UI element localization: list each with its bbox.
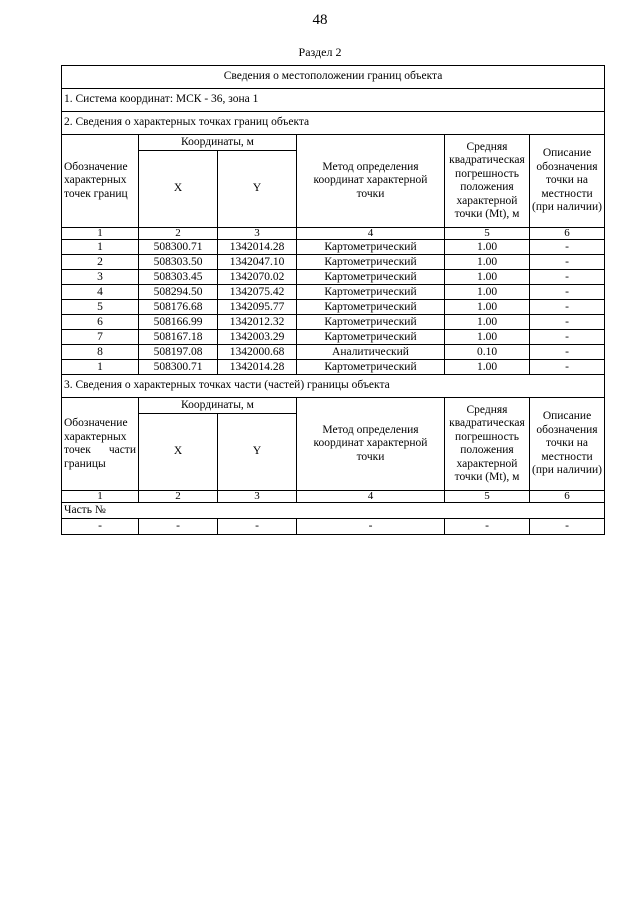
point-number: 1 — [62, 240, 139, 255]
section-title: Раздел 2 — [298, 45, 342, 59]
boundary-table — [61, 65, 605, 535]
point-y: 1342014.28 — [218, 360, 297, 375]
point-number: 5 — [62, 300, 139, 315]
column-index: 2 — [139, 228, 218, 240]
table-row — [62, 519, 605, 535]
header-y: Y — [218, 151, 297, 228]
point-description: - — [530, 345, 605, 360]
point-method: Картометрический — [297, 270, 445, 285]
point-x: 508303.45 — [139, 270, 218, 285]
point-x: 508166.99 — [139, 315, 218, 330]
subsection-3-title: 3. Сведения о характерных точках части (частей) границы объекта — [62, 375, 605, 398]
header-coordinates: Координаты, м — [139, 135, 297, 151]
point-method: Картометрический — [297, 315, 445, 330]
point-accuracy: 0.10 — [445, 345, 530, 360]
point-y: 1342003.29 — [218, 330, 297, 345]
header-description: Описание обозначения точки на местности (при наличии) — [530, 135, 605, 228]
table-title: Сведения о местоположении границ объекта — [62, 66, 605, 89]
point-accuracy: 1.00 — [445, 300, 530, 315]
table-row — [62, 255, 605, 270]
point-number: 6 — [62, 315, 139, 330]
part-cell: - — [218, 519, 297, 535]
table-row — [62, 330, 605, 345]
column-index: 1 — [62, 228, 139, 240]
coord-system: 1. Система координат: МСК - 36, зона 1 — [62, 89, 605, 112]
header-description: Описание обозначения точки на местности (при наличии) — [530, 398, 605, 491]
table-row — [62, 285, 605, 300]
point-y: 1342095.77 — [218, 300, 297, 315]
point-y: 1342000.68 — [218, 345, 297, 360]
header-method: Метод определения координат характерной точки — [297, 135, 445, 228]
header-point-label-line — [64, 444, 136, 458]
table-row — [62, 360, 605, 375]
point-number: 3 — [62, 270, 139, 285]
column-index: 3 — [218, 491, 297, 503]
part-cell: - — [530, 519, 605, 535]
part-cell: - — [297, 519, 445, 535]
point-method: Картометрический — [297, 285, 445, 300]
header-point-label-line: Обозначение — [64, 417, 128, 429]
point-description: - — [530, 240, 605, 255]
point-number: 4 — [62, 285, 139, 300]
column-index: 4 — [297, 228, 445, 240]
column-index: 6 — [530, 491, 605, 503]
table-row — [62, 345, 605, 360]
point-method: Картометрический — [297, 300, 445, 315]
point-description: - — [530, 300, 605, 315]
point-accuracy: 1.00 — [445, 315, 530, 330]
table-row — [62, 240, 605, 255]
header-method: Метод определения координат характерной точки — [297, 398, 445, 491]
column-index: 3 — [218, 228, 297, 240]
header-accuracy: Средняя квадратическая погрешность положения характерной точки (Mt), м — [445, 135, 530, 228]
header-point-label-word: точек — [64, 444, 91, 456]
column-index: 5 — [445, 491, 530, 503]
part-cell: - — [445, 519, 530, 535]
point-number: 2 — [62, 255, 139, 270]
point-x: 508294.50 — [139, 285, 218, 300]
point-description: - — [530, 330, 605, 345]
part-cell: - — [62, 519, 139, 535]
column-index: 2 — [139, 491, 218, 503]
point-description: - — [530, 360, 605, 375]
point-description: - — [530, 315, 605, 330]
header-point-label-parts — [62, 398, 139, 491]
point-y: 1342047.10 — [218, 255, 297, 270]
header-point-label: Обозначение характерных точек границ — [62, 135, 139, 228]
subsection-2-title: 2. Сведения о характерных точках границ объекта — [62, 112, 605, 135]
point-accuracy: 1.00 — [445, 330, 530, 345]
point-description: - — [530, 270, 605, 285]
header-coordinates: Координаты, м — [139, 398, 297, 414]
point-method: Картометрический — [297, 330, 445, 345]
header-point-label-line: границы — [64, 457, 106, 470]
header-y: Y — [218, 414, 297, 491]
point-accuracy: 1.00 — [445, 360, 530, 375]
point-accuracy: 1.00 — [445, 255, 530, 270]
part-cell: - — [139, 519, 218, 535]
point-x: 508300.71 — [139, 240, 218, 255]
column-index: 1 — [62, 491, 139, 503]
column-index: 6 — [530, 228, 605, 240]
table-row — [62, 315, 605, 330]
table-row — [62, 270, 605, 285]
header-x: X — [139, 414, 218, 491]
point-description: - — [530, 285, 605, 300]
part-label: Часть № — [62, 503, 605, 519]
column-index: 5 — [445, 228, 530, 240]
column-index: 4 — [297, 491, 445, 503]
point-accuracy: 1.00 — [445, 270, 530, 285]
point-y: 1342014.28 — [218, 240, 297, 255]
point-description: - — [530, 255, 605, 270]
point-number: 7 — [62, 330, 139, 345]
point-x: 508167.18 — [139, 330, 218, 345]
point-x: 508303.50 — [139, 255, 218, 270]
point-x: 508176.68 — [139, 300, 218, 315]
point-accuracy: 1.00 — [445, 285, 530, 300]
point-method: Картометрический — [297, 255, 445, 270]
point-x: 508300.71 — [139, 360, 218, 375]
point-method: Картометрический — [297, 360, 445, 375]
page-number: 48 — [312, 12, 328, 28]
header-x: X — [139, 151, 218, 228]
point-y: 1342012.32 — [218, 315, 297, 330]
point-number: 1 — [62, 360, 139, 375]
header-point-label-line: характерных — [64, 430, 127, 443]
point-number: 8 — [62, 345, 139, 360]
point-accuracy: 1.00 — [445, 240, 530, 255]
point-y: 1342070.02 — [218, 270, 297, 285]
point-method: Аналитический — [297, 345, 445, 360]
header-accuracy: Средняя квадратическая погрешность положения характерной точки (Mt), м — [445, 398, 530, 491]
point-method: Картометрический — [297, 240, 445, 255]
table-row — [62, 300, 605, 315]
point-x: 508197.08 — [139, 345, 218, 360]
point-y: 1342075.42 — [218, 285, 297, 300]
header-point-label-word: части — [108, 444, 136, 456]
